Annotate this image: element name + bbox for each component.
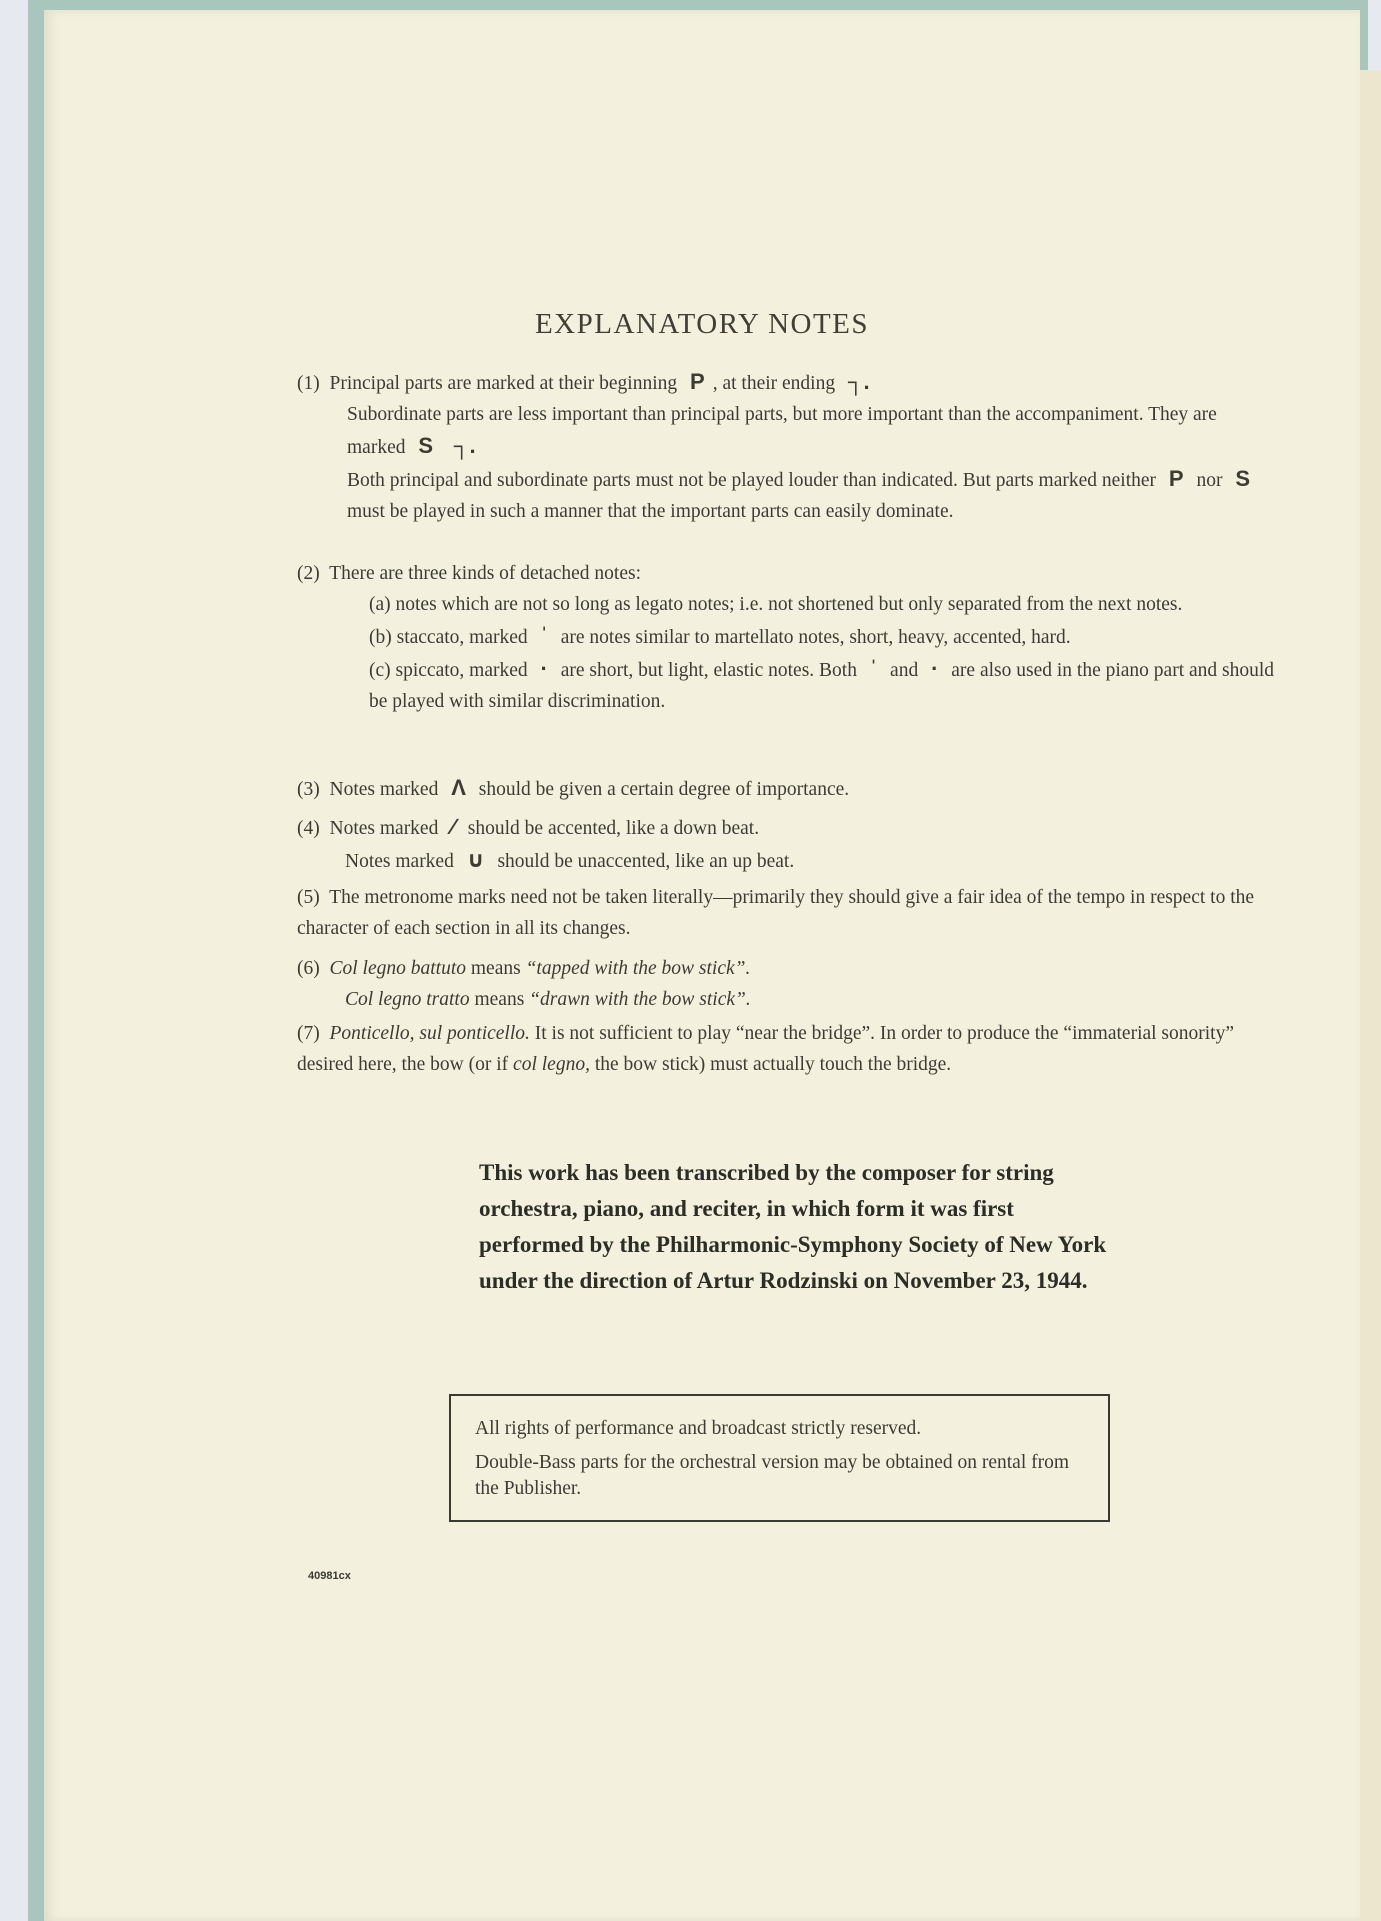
spiccato-mark-icon: ·	[931, 656, 939, 681]
note-6-number: (6)	[297, 958, 320, 979]
note-4-unaccented: Notes marked ∪ should be unaccented, like an up beat.	[345, 847, 795, 872]
rights-line-1: All rights of performance and broadcast strictly reserved.	[475, 1418, 922, 1439]
note-5: (5) The metronome marks need not be taken literally—primarily they should give a fair idea of the tempo in respect to the character of each section in all its changes.	[297, 887, 1255, 939]
rights-line-2: Double-Bass parts for the orchestral version may be obtained on rental from the Publisher.	[475, 1452, 1070, 1499]
principal-mark-icon: P	[1168, 466, 1184, 491]
catalog-code: 40981cx	[308, 1570, 351, 1582]
principal-mark-icon: P	[690, 369, 705, 394]
end-mark-icon: ┐.	[847, 369, 870, 394]
rights-box	[449, 1394, 1110, 1522]
document-page	[44, 10, 1360, 1921]
note-2-number: (2)	[297, 563, 320, 584]
note-6-tratto: Col legno tratto means “drawn with the bow stick”.	[345, 989, 751, 1010]
note-3: (3) Notes marked Λ should be given a certain degree of importance.	[297, 775, 850, 800]
note-2a: (a) notes which are not so long as legato notes; i.e. not shortened but only separated from the next notes.	[369, 594, 1183, 615]
note-7-number: (7)	[297, 1023, 320, 1044]
staccato-mark-icon: ˈ	[869, 656, 878, 681]
note-2b: (b) staccato, marked ˈ are notes similar to martellato notes, short, heavy, accented, hard.	[369, 623, 1071, 648]
staccato-mark-icon: ˈ	[540, 623, 548, 648]
subordinate-mark-icon: S	[418, 433, 434, 458]
spiccato-mark-icon: ·	[540, 656, 548, 681]
page-title: EXPLANATORY NOTES	[534, 308, 870, 340]
note-1: (1) Principal parts are marked at their beginning P , at their ending ┐. Subordinate parts are less important than principal parts, but more important than the accompaniment. They are marked S ┐. Both principal and subordinate parts must not be played louder than indicated. But parts marked neither P nor S must be played in such a manner that the important parts can easily dominate.	[297, 366, 1267, 527]
note-2: (2) There are three kinds of detached notes: (a) notes which are not so long as legato notes; i.e. not shortened but only separated from the next notes. (b) staccato, marked ˈ are notes similar to martellato notes, short, heavy, accented, hard. (c) spiccato, marked · are short, but light, elastic notes. Both ˈ and · are also used in the piano part and should be played with similar discrimination.	[297, 558, 1277, 717]
note-7: (7) Ponticello, sul ponticello. It is not sufficient to play “near the bridge”. In order to produce the “immaterial sonority” desired here, the bow (or if col legno, the bow stick) must actually touch the bridge.	[297, 1023, 1235, 1075]
up-beat-mark-icon: ∪	[466, 847, 485, 872]
note-1-dominance: Both principal and subordinate parts must not be played louder than indicated. But parts marked neither P nor S must be played in such a manner that the important parts can easily dominate.	[297, 463, 1267, 527]
note-1-subordinate: Subordinate parts are less important than principal parts, but more important than the accompaniment. They are marked S ┐.	[347, 404, 1217, 458]
down-beat-mark-icon: ∕	[451, 814, 455, 839]
transcription-note: This work has been transcribed by the composer for string orchestra, piano, and reciter, in which form it was first performed by the Philharmonic-Symphony Society of New York under the direction of Artur Rodzinski on November 23, 1944.	[479, 1160, 1107, 1293]
subordinate-mark-icon: S	[1235, 466, 1251, 491]
note-4: (4) Notes marked ∕ should be accented, like a down beat. Notes marked ∪ should be unaccented, like an up beat.	[297, 811, 1277, 877]
note-4-number: (4)	[297, 818, 320, 839]
note-6: (6) Col legno battuto means “tapped with the bow stick”. Col legno tratto means “drawn with the bow stick”.	[297, 953, 1287, 1015]
marcato-mark-icon: Λ	[451, 775, 466, 800]
note-1-number: (1)	[297, 373, 320, 394]
note-5-number: (5)	[297, 887, 320, 908]
note-2c: (c) spiccato, marked · are short, but light, elastic notes. Both ˈ and · are also used in the piano part and should be played with similar discrimination.	[369, 656, 1275, 712]
end-mark-icon: ┐.	[453, 433, 476, 458]
note-3-number: (3)	[297, 779, 320, 800]
